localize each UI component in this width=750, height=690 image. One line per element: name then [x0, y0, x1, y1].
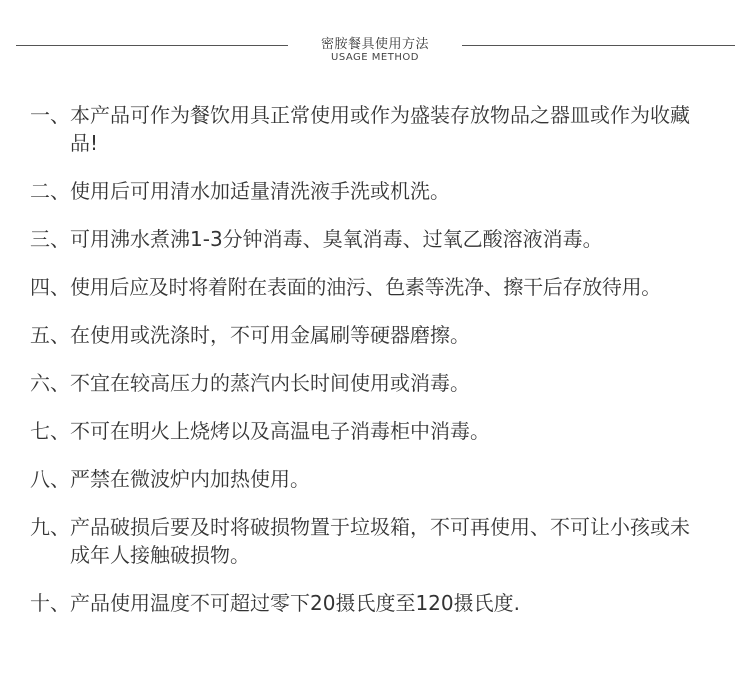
header-divider-right	[462, 45, 735, 46]
item-number: 十、	[30, 591, 70, 615]
item-number: 九、	[30, 515, 70, 539]
list-item	[30, 465, 735, 493]
list-item	[30, 101, 735, 157]
header-subtitle: USAGE METHOD	[331, 52, 419, 63]
item-number: 八、	[30, 467, 70, 491]
list-item	[30, 177, 735, 205]
item-number: 七、	[30, 419, 70, 443]
list-item	[30, 513, 735, 569]
item-text: 可用沸水煮沸1-3分钟消毒、臭氧消毒、过氧乙酸溶液消毒。	[70, 227, 603, 251]
header-title: 密胺餐具使用方法	[320, 37, 429, 52]
list-item	[30, 225, 735, 253]
item-number: 五、	[30, 323, 70, 347]
item-number: 二、	[30, 179, 70, 203]
usage-instructions-list	[30, 101, 735, 637]
item-text: 严禁在微波炉内加热使用。	[70, 467, 310, 491]
item-text: 使用后应及时将着附在表面的油污、色素等洗净、擦干后存放待用。	[70, 275, 661, 299]
list-item	[30, 369, 735, 397]
item-number: 四、	[30, 275, 70, 299]
list-item	[30, 321, 735, 349]
list-item	[30, 589, 735, 617]
item-number: 三、	[30, 227, 70, 251]
item-text: 不可在明火上烧烤以及高温电子消毒柜中消毒。	[70, 419, 490, 443]
item-text: 本产品可作为餐饮用具正常使用或作为盛装存放物品之器皿或作为收藏品!	[70, 103, 690, 155]
item-number: 一、	[30, 103, 70, 127]
item-text: 产品破损后要及时将破损物置于垃圾箱，不可再使用、不可让小孩或未成年人接触破损物。	[70, 515, 690, 567]
item-number: 六、	[30, 371, 70, 395]
item-text: 在使用或洗涤时，不可用金属刷等硬器磨擦。	[70, 323, 470, 347]
item-text: 使用后可用清水加适量清洗液手洗或机洗。	[70, 179, 450, 203]
list-item	[30, 273, 735, 301]
item-text: 不宜在较高压力的蒸汽内长时间使用或消毒。	[70, 371, 470, 395]
section-header	[0, 30, 750, 70]
list-item	[30, 417, 735, 445]
item-text: 产品使用温度不可超过零下20摄氏度至120摄氏度.	[70, 591, 520, 615]
